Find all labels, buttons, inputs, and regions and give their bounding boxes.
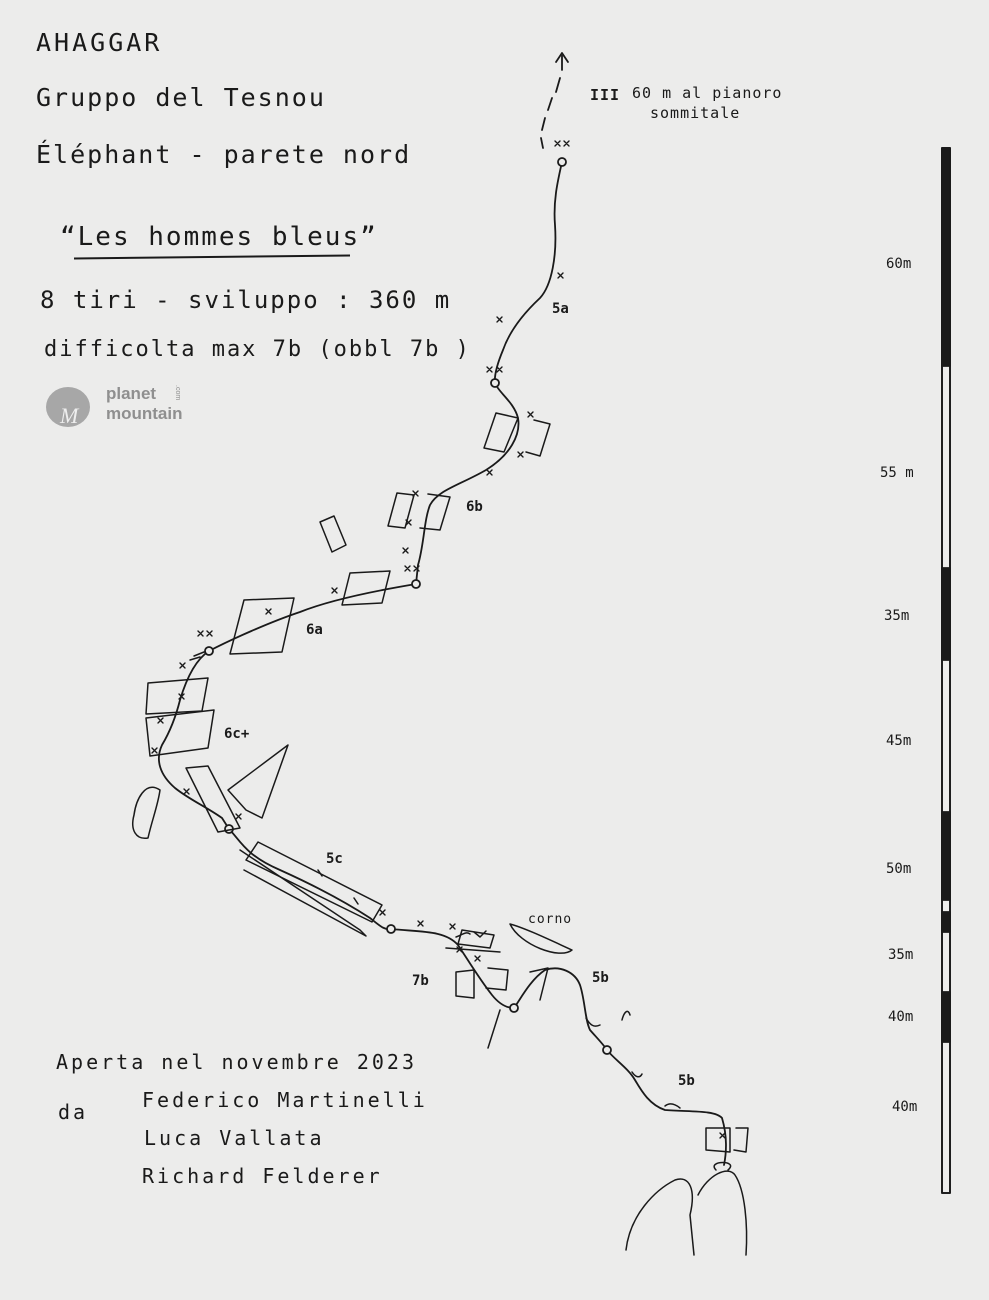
exit-note-line1: 60 m al pianoro [632,84,783,102]
pitch-grade-6: 7b [412,973,429,989]
route-difficulty: difficolta max 7b (obbl 7b ) [44,337,471,362]
logo-line1: planet [106,384,157,403]
face-title: Éléphant - parete nord [36,140,412,169]
credits-name-3: Richard Felderer [142,1164,383,1188]
pitch-grade-1: 5a [552,301,569,317]
pitch-grade-3: 6a [306,622,323,638]
route-stats: 8 tiri - sviluppo : 360 m [40,286,452,314]
route-line [159,162,726,1165]
route-name: “Les hommes bleus” [60,222,378,252]
credits-opened: Aperta nel novembre 2023 [56,1050,417,1074]
pitch-length-5: 50m [886,861,912,877]
credits-name-2: Luca Vallata [144,1126,325,1150]
exit-grade: III [590,86,621,104]
pitch-length-2: 55 m [880,465,914,481]
logo-line2: mountain [106,404,183,423]
credits-name-1: Federico Martinelli [142,1088,428,1112]
feature-label-corno: corno [528,912,573,927]
pitch-grade-4: 6c+ [224,726,250,742]
group-title: Gruppo del Tesnou [36,83,326,112]
pitch-length-1: 60m [886,256,912,272]
pitch-length-7: 40m [888,1009,914,1025]
logo-mark-icon: M [46,387,90,427]
pitch-grade-2: 6b [466,499,483,515]
pitch-length-4: 45m [886,733,912,749]
pitch-grade-7: 5b [592,970,609,986]
length-scale-bar [942,148,950,1193]
pitch-length-6: 35m [888,947,914,963]
pitch-grade-5: 5c [326,851,343,867]
area-title: AHAGGAR [36,28,163,57]
exit-note-line2: sommitale [650,104,741,122]
credits-by: da [58,1100,89,1124]
pitch-grade-8: 5b [678,1073,695,1089]
exit-arrow-icon [541,53,568,148]
logo-suffix: .com [174,385,181,401]
pitch-length-8: 40m [892,1099,918,1115]
pitch-length-3: 35m [884,608,910,624]
bolt-marks [152,141,725,1138]
